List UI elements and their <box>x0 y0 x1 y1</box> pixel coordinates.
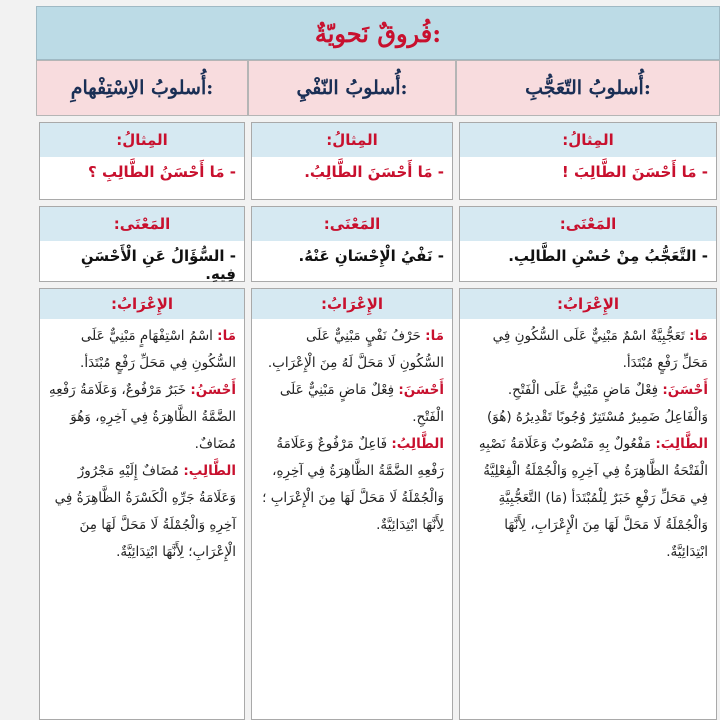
irab-cell <box>459 288 717 720</box>
example-text: - مَا أَحْسَنُ الطَّالِبِ ؟ <box>88 163 236 181</box>
example-cell <box>459 122 717 200</box>
irab-keyword: مَا: <box>689 328 708 344</box>
column-header-label: أُسلوبُ النّفْيِ: <box>296 77 408 99</box>
irab-cell <box>251 288 453 720</box>
example-text: - مَا أَحْسَنَ الطَّالِبُ. <box>304 163 444 181</box>
irab-label <box>40 289 244 319</box>
column-header <box>456 60 720 116</box>
irab-label <box>460 289 716 319</box>
example-label <box>252 123 452 157</box>
meaning-label-text: المَعْنَى: <box>113 215 171 233</box>
irab-text: تَعَجُّبِيَّةٌ اسْمٌ مَبْنِيٌّ عَلَى السُّكُونِ فِي مَحَلِّ رَفْعٍ مُبْتَدَأ. <box>492 328 708 371</box>
meaning-label-text: المَعْنَى: <box>559 215 617 233</box>
irab-text: فَاعِلٌ مَرْفُوعٌ وَعَلَامَةُ رَفْعِهِ الضَّمَّةُ الظَّاهِرَةُ فِي آخِرِهِ، وَالْجُمْلَةُ لَا مَحَلَّ لَهَا مِنَ الْإِعْرَابِ ؛ لِأَنَّهَا ابْتِدَائِيَّةٌ. <box>262 436 444 533</box>
irab-keyword: الطَّالِبَ: <box>655 436 708 452</box>
irab-text: فِعْلٌ مَاضٍ مَبْنِيٌّ عَلَى الْفَتْحِ. وَالْفَاعِلُ ضَمِيرٌ مُسْتَتِرٌ وُجُوبًا تَقْدِيرُهُ (هُوَ) <box>486 382 708 425</box>
meaning-text: - نَفْيُ الْإِحْسَانِ عَنْهُ. <box>298 247 444 265</box>
irab-keyword: أَحْسَنُ: <box>190 382 236 398</box>
meaning-text: - التَّعَجُّبُ مِنْ حُسْنِ الطَّالِبِ. <box>508 247 708 265</box>
column-header-label: أُسلوبُ الاِسْتِفْهامِ: <box>70 77 214 99</box>
irab-text: حَرْفُ نَفْيٍ مَبْنِيٌّ عَلَى السُّكُونِ لَا مَحَلَّ لَهُ مِنَ الْإِعْرَابِ. <box>267 328 444 371</box>
example-label-text: المِثالُ: <box>116 131 168 149</box>
column-header-label: أُسلوبُ التّعَجُّبِ: <box>525 77 651 99</box>
meaning-cell <box>459 206 717 282</box>
meaning-label-text: المَعْنَى: <box>323 215 381 233</box>
column-header <box>36 60 248 116</box>
irab-body <box>260 323 444 539</box>
irab-keyword: الطَّالِبِ: <box>183 463 236 479</box>
irab-text: اسْمُ اسْتِفْهَامٍ مَبْنِيٌّ عَلَى السُّكُونِ فِي مَحَلِّ رَفْعٍ مُبْتَدَأ. <box>80 328 236 371</box>
meaning-label <box>460 207 716 241</box>
page-title: فُروقٌ نَحويّةٌ: <box>314 18 442 48</box>
irab-keyword: الطَّالِبُ: <box>391 436 444 452</box>
column-header <box>248 60 456 116</box>
irab-body <box>468 323 708 566</box>
irab-label-text: الإِعْرَابُ: <box>556 295 620 313</box>
irab-keyword: أَحْسَنَ: <box>662 382 708 398</box>
meaning-label <box>40 207 244 241</box>
irab-text: فِعْلٌ مَاضٍ مَبْنِيٌّ عَلَى الْفَتْحِ. <box>279 382 444 425</box>
example-label <box>40 123 244 157</box>
irab-cell <box>39 288 245 720</box>
column-exclamation <box>456 60 720 720</box>
meaning-label <box>252 207 452 241</box>
example-cell <box>39 122 245 200</box>
example-label-text: المِثالُ: <box>326 131 378 149</box>
irab-body <box>48 323 236 566</box>
meaning-cell <box>39 206 245 282</box>
title-banner <box>36 6 720 60</box>
irab-text: خَبَرٌ مَرْفُوعٌ، وَعَلَامَةُ رَفْعِهِ الضَّمَّةُ الظَّاهِرَةُ فِي آخِرِهِ، وَهُوَ مُضَافٌ. <box>48 382 236 452</box>
irab-keyword: مَا: <box>425 328 444 344</box>
irab-text: مُضَافٌ إِلَيْهِ مَجْرُورٌ وَعَلَامَةُ جَرِّهِ الْكَسْرَةُ الظَّاهِرَةُ فِي آخِرِهِ وَالْجُمْلَةُ لَا مَحَلَّ لَهَا مِنَ الْإِعْرَابِ؛ لِأَنَّهَا ابْتِدَائِيَّةٌ. <box>54 463 236 560</box>
irab-keyword: أَحْسَنَ: <box>398 382 444 398</box>
example-cell <box>251 122 453 200</box>
column-interrogation <box>36 60 248 720</box>
example-text: - مَا أَحْسَنَ الطَّالِبَ ! <box>561 163 708 181</box>
meaning-cell <box>251 206 453 282</box>
meaning-text: - السُّؤَالُ عَنِ الْأَحْسَنِ فِيهِ. <box>80 247 236 283</box>
irab-label-text: الإِعْرَابُ: <box>320 295 384 313</box>
comparison-table <box>36 60 720 720</box>
irab-keyword: مَا: <box>217 328 236 344</box>
irab-text: مَفْعُولٌ بِهِ مَنْصُوبٌ وَعَلَامَةُ نَصْبِهِ الْفَتْحَةُ الظَّاهِرَةُ فِي آخِرِهِ وَالْجُمْلَةُ الْفِعْلِيَّةُ فِي مَحَلِّ رَفْعِ خَبَرٌ لِلْمُبْتَدَأ (مَا) التَّعَجُّبِيَّةِ وَالْجُمْلَةُ لَا مَحَلَّ لَهَا مِنَ الْإِعْرَابِ، لِأَنَّهَا ابْتِدَائِيَّةٌ. <box>478 436 708 560</box>
irab-label <box>252 289 452 319</box>
example-label-text: المِثالُ: <box>562 131 614 149</box>
example-label <box>460 123 716 157</box>
irab-label-text: الإِعْرَابُ: <box>110 295 174 313</box>
column-negation <box>248 60 456 720</box>
